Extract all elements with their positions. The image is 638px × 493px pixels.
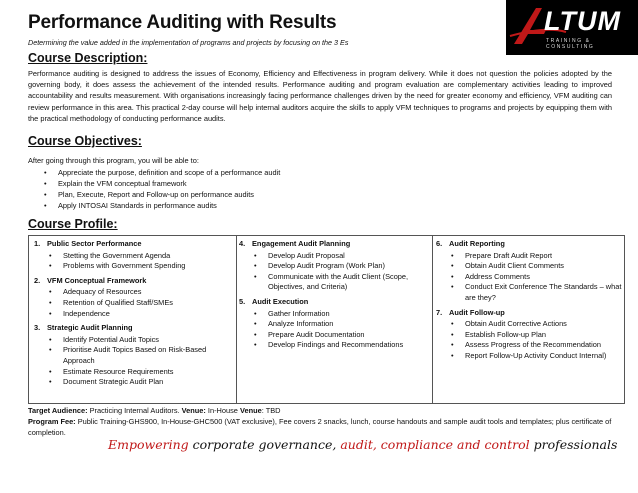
profile-column-1: [34, 239, 234, 392]
logo-word: LTUM: [544, 6, 621, 36]
fee-text: Public Training-GHS900, In-House-GHC500 (VAT exclusive), Fee covers 2 snacks, lunch, course handouts and sample audit tools and templates; plus certificate of completion.: [28, 417, 612, 437]
list-item: • Develop Audit Proposal: [239, 251, 435, 262]
company-logo: [506, 0, 638, 55]
audience-label: Target Audience:: [28, 406, 88, 415]
venue2-label: Venue: [239, 406, 262, 415]
list-item: • Report Follow-Up Activity Conduct Internal): [436, 351, 622, 362]
venue2-text: : TBD: [261, 406, 281, 415]
section-title: 4. Engagement Audit Planning: [239, 239, 351, 248]
section-title: 3. Strategic Audit Planning: [34, 323, 133, 333]
list-item: • Obtain Audit Client Comments: [436, 261, 622, 272]
list-item: • Prepare Draft Audit Report: [436, 251, 622, 262]
list-item: • Document Strategic Audit Plan: [34, 377, 234, 388]
list-item: • Appreciate the purpose, definition and scope of a performance audit: [44, 167, 280, 178]
profile-column-2: [239, 239, 435, 355]
list-item: • Address Comments: [436, 272, 622, 283]
list-item: • Develop Audit Program (Work Plan): [239, 261, 435, 272]
list-item: • Gather Information: [239, 309, 435, 320]
list-item: • Independence: [34, 309, 234, 320]
program-fee-line: [28, 416, 628, 438]
list-item: • Establish Follow-up Plan: [436, 330, 622, 341]
list-item: • Prioritise Audit Topics Based on Risk-Based Approach: [34, 345, 234, 366]
objectives-intro: After going through this program, you will be able to:: [28, 156, 199, 165]
section-title: 2. VFM Conceptual Framework: [34, 275, 147, 285]
section-title: 1. Public Sector Performance: [34, 239, 142, 248]
list-item: • Obtain Audit Corrective Actions: [436, 319, 622, 330]
section-title: 5. Audit Execution: [239, 296, 309, 306]
list-item: • Apply INTOSAI Standards in performance audits: [44, 200, 280, 211]
list-item: • Develop Findings and Recommendations: [239, 340, 435, 351]
list-item: • Communicate with the Audit Client (Scope, Objectives, and Criteria): [239, 272, 435, 293]
list-item: • Retention of Qualified Staff/SMEs: [34, 298, 234, 309]
venue-text: In-House: [205, 406, 240, 415]
list-item: • Conduct Exit Conference The Standards – what are they?: [436, 282, 622, 303]
column-divider: [236, 236, 237, 403]
list-item: • Explain the VFM conceptual framework: [44, 178, 280, 189]
audience-text: Practicing Internal Auditors.: [87, 406, 182, 415]
venue-label: Venue:: [181, 406, 206, 415]
list-item: • Analyze Information: [239, 319, 435, 330]
section-title: 7. Audit Follow-up: [436, 307, 505, 317]
target-audience-line: [28, 405, 628, 416]
list-item: • Stetting the Government Agenda: [34, 251, 234, 262]
tagline: Empowering corporate governance, audit, compliance and control professionals: [108, 437, 618, 452]
list-item: • Estimate Resource Requirements: [34, 367, 234, 378]
fee-label: Program Fee:: [28, 417, 76, 426]
course-profile-table: [28, 235, 625, 404]
list-item: • Plan, Execute, Report and Follow-up on performance audits: [44, 189, 280, 200]
list-item: • Problems with Government Spending: [34, 261, 234, 272]
profile-column-3: [436, 239, 622, 366]
page-subtitle: Determining the value added in the implementation of programs and projects by focusing on the 3 Es: [28, 38, 349, 47]
list-item: • Prepare Audit Documentation: [239, 330, 435, 341]
description-heading: Course Description:: [28, 51, 148, 65]
description-text: Performance auditing is designed to address the issues of Economy, Efficiency and Effectiveness in program delivery. While it does not question the policies adopted by the governing body, it does assess the achievement of the intended results. Performance auditing and program evaluation are complementary activities leading to improved accountability and results measurement. With organisations increasingly facing performance challenges driven by the need for greater economy and efficiency, VFM auditing can review performance in this area. This practical 2-day course will help internal auditors acquire the skills to apply VFM techniques to programs and projects by equipping them with the practical methodology of conducting performance audits.: [28, 69, 612, 123]
objectives-list: [44, 167, 280, 211]
profile-heading: Course Profile:: [28, 217, 118, 231]
section-title: 6. Audit Reporting: [436, 239, 505, 248]
list-item: • Adequacy of Resources: [34, 287, 234, 298]
list-item: • Assess Progress of the Recommendation: [436, 340, 622, 351]
logo-tagline: TRAINING & CONSULTING: [546, 38, 595, 50]
objectives-heading: Course Objectives:: [28, 134, 142, 148]
page-title: Performance Auditing with Results: [28, 12, 337, 33]
list-item: • Identify Potential Audit Topics: [34, 335, 234, 346]
